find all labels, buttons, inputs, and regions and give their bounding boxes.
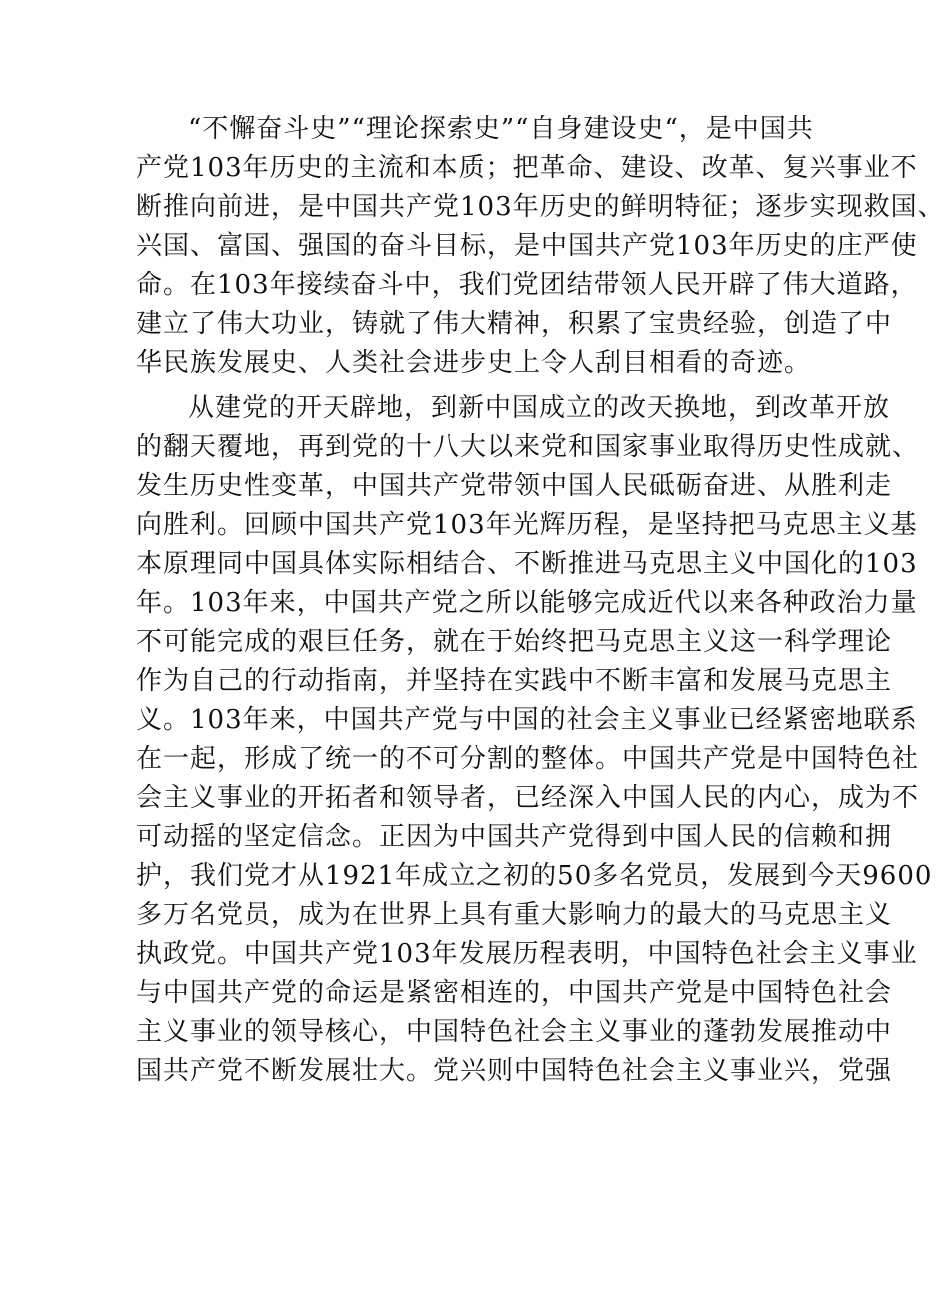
paragraph-line: 从建党的开天辟地，到新中国成立的改天换地，到改革开放 xyxy=(188,393,891,423)
paragraph-line: 在一起，形成了统一的不可分割的整体。中国共产党是中国特色社 xyxy=(136,744,920,774)
paragraph-line: 断推向前进，是中国共产党103年历史的鲜明特征；逐步实现救国、 xyxy=(136,192,945,222)
paragraph-line: 主义事业的领导核心，中国特色社会主义事业的蓬勃发展推动中 xyxy=(136,1017,893,1047)
paragraph-line: 产党103年历史的主流和本质；把革命、建设、改革、复兴事业不 xyxy=(136,153,918,183)
paragraph-line: 华民族发展史、人类社会进步史上令人刮目相看的奇迹。 xyxy=(136,348,812,378)
paragraph-2 xyxy=(136,389,933,1091)
paragraph-line: 作为自己的行动指南，并坚持在实践中不断丰富和发展马克思主 xyxy=(136,666,893,696)
paragraph-line: 建立了伟大功业，铸就了伟大精神，积累了宝贵经验，创造了中 xyxy=(136,309,893,339)
paragraph-line: 兴国、富国、强国的奋斗目标，是中国共产党103年历史的庄严使 xyxy=(136,231,918,261)
paragraph-line: 的翻天覆地，再到党的十八大以来党和国家事业取得历史性成就、 xyxy=(136,432,920,462)
paragraph-line: 本原理同中国具体实际相结合、不断推进马克思主义中国化的103 xyxy=(136,549,918,579)
paragraph-line: 护，我们党才从1921年成立之初的50多名党员，发展到今天9600 xyxy=(136,861,933,891)
paragraph-line: 年。103年来，中国共产党之所以能够完成近代以来各种政治力量 xyxy=(136,588,918,618)
paragraph-line: 义。103年来，中国共产党与中国的社会主义事业已经紧密地联系 xyxy=(136,705,918,735)
paragraph-line: 不可能完成的艰巨任务，就在于始终把马克思主义这一科学理论 xyxy=(136,627,893,657)
paragraph-line: 命。在103年接续奋斗中，我们党团结带领人民开辟了伟大道路， xyxy=(136,270,918,300)
paragraph-line: 发生历史性变革，中国共产党带领中国人民砥砺奋进、从胜利走 xyxy=(136,471,893,501)
paragraph-line: 多万名党员，成为在世界上具有重大影响力的最大的马克思主义 xyxy=(136,900,893,930)
paragraph-line: 会主义事业的开拓者和领导者，已经深入中国人民的内心，成为不 xyxy=(136,783,920,813)
paragraph-line: 执政党。中国共产党103年发展历程表明，中国特色社会主义事业 xyxy=(136,939,918,969)
paragraph-1 xyxy=(136,110,945,383)
paragraph-line: “不懈奋斗史”“理论探索史”“自身建设史“，是中国共 xyxy=(188,114,814,144)
paragraph-line: 与中国共产党的命运是紧密相连的，中国共产党是中国特色社会 xyxy=(136,978,893,1008)
paragraph-line: 国共产党不断发展壮大。党兴则中国特色社会主义事业兴，党强 xyxy=(136,1056,893,1086)
paragraph-line: 可动摇的坚定信念。正因为中国共产党得到中国人民的信赖和拥 xyxy=(136,822,893,852)
paragraph-line: 向胜利。回顾中国共产党103年光辉历程，是坚持把马克思主义基 xyxy=(136,510,918,540)
